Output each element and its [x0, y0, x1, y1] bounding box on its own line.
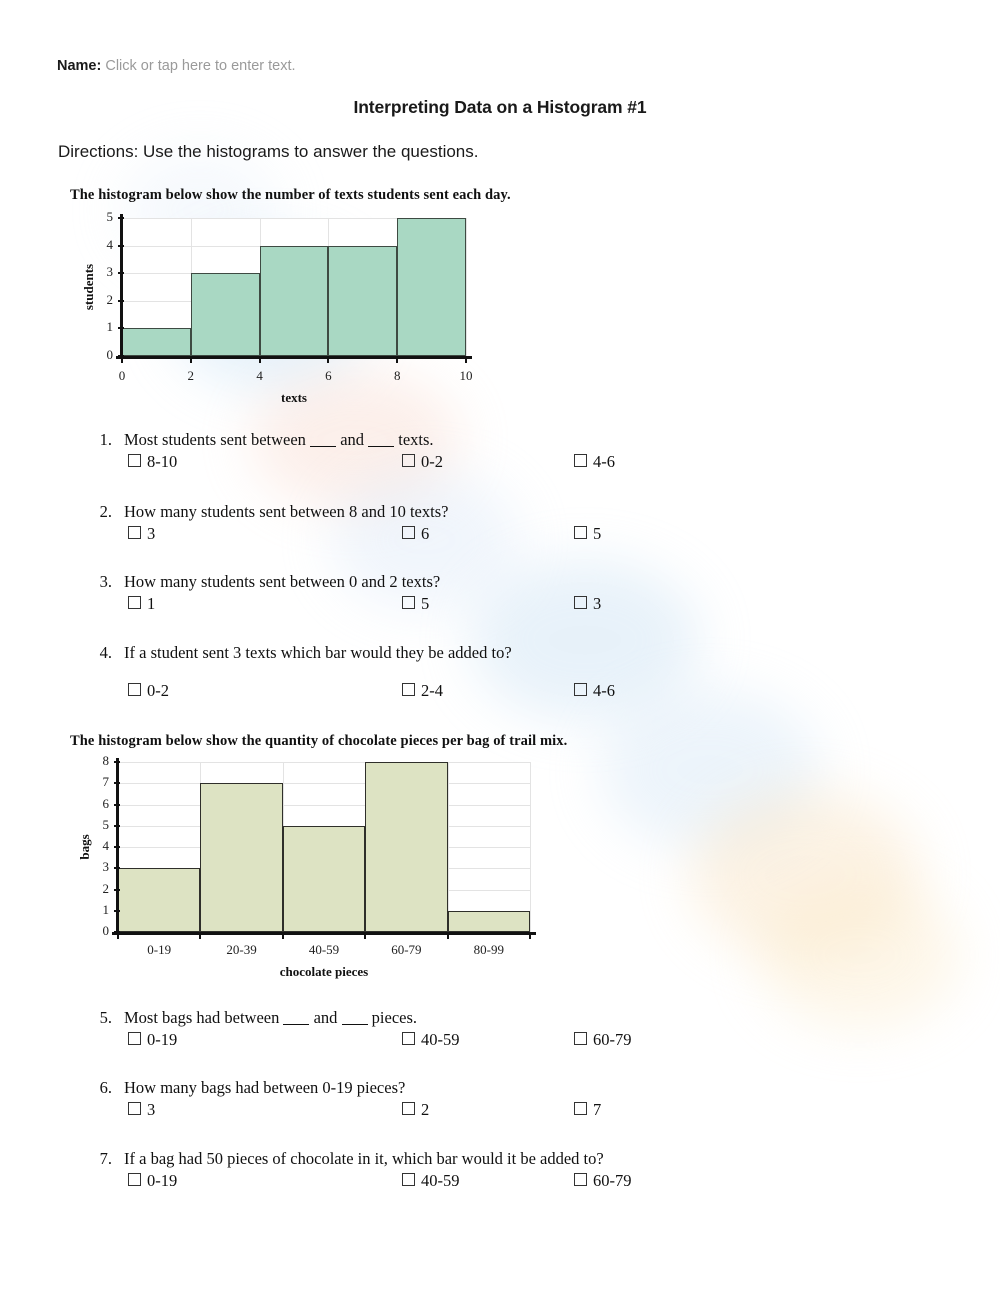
x-axis-tick-label: 0 — [118, 368, 126, 383]
x-axis-title: texts — [281, 390, 307, 405]
x-axis-tick — [465, 356, 467, 363]
checkbox-icon[interactable] — [402, 1173, 415, 1186]
y-axis-tick-label: 1 — [102, 901, 109, 917]
x-axis-tick — [190, 356, 192, 363]
x-axis-tick — [199, 932, 201, 939]
watermark-blob — [760, 880, 960, 1030]
option-checkbox-3[interactable] — [574, 1171, 632, 1191]
question-number: 1. — [99, 430, 112, 449]
x-axis-line — [116, 356, 472, 359]
x-axis-tick — [364, 932, 366, 939]
question-text-part: pieces. — [371, 1008, 418, 1027]
histogram-bar — [191, 273, 260, 356]
question-4-options — [124, 681, 724, 703]
option-checkbox-1[interactable] — [128, 594, 155, 614]
checkbox-icon[interactable] — [402, 596, 415, 609]
question-text-part: Most bags had between — [124, 1008, 280, 1027]
checkbox-icon[interactable] — [128, 1032, 141, 1045]
x-axis-tick — [327, 356, 329, 363]
gridline-horizontal — [118, 762, 530, 763]
question-number: 3. — [99, 572, 112, 591]
y-axis-tick — [118, 217, 124, 219]
question-text: How many bags had between 0-19 pieces? — [124, 1078, 406, 1097]
question-number: 6. — [99, 1078, 112, 1097]
option-label: 60-79 — [593, 1171, 632, 1190]
option-checkbox-3[interactable] — [574, 452, 615, 472]
checkbox-icon[interactable] — [128, 683, 141, 696]
option-checkbox-3[interactable] — [574, 1100, 601, 1120]
question-1-options — [124, 452, 724, 474]
option-label: 2-4 — [421, 681, 443, 700]
x-axis-tick — [259, 356, 261, 363]
y-axis-tick-label: 4 — [102, 838, 109, 853]
y-axis-tick — [114, 889, 120, 891]
checkbox-icon[interactable] — [402, 683, 415, 696]
checkbox-icon[interactable] — [402, 454, 415, 467]
option-checkbox-3[interactable] — [574, 594, 601, 614]
histogram-chart-1 — [70, 200, 590, 410]
histogram-bar — [448, 911, 530, 932]
option-label: 0-19 — [147, 1030, 178, 1049]
histogram-bar — [200, 783, 282, 932]
x-axis-tick-label: 10 — [459, 368, 473, 383]
option-label: 40-59 — [421, 1171, 460, 1190]
option-checkbox-2[interactable] — [402, 524, 429, 544]
option-label: 3 — [147, 524, 156, 543]
chart-1-caption: The histogram below show the number of texts students sent each day. — [70, 187, 511, 203]
gridline-vertical — [448, 762, 449, 932]
option-checkbox-2[interactable] — [402, 681, 443, 701]
question-text-part: Most students sent between — [124, 430, 306, 449]
name-field-line — [57, 58, 296, 74]
y-axis-tick-label: 2 — [106, 291, 113, 307]
y-axis-tick — [114, 825, 120, 827]
question-2-options — [124, 524, 724, 546]
option-label: 8-10 — [147, 452, 178, 471]
gridline-horizontal — [118, 805, 530, 806]
y-axis-tick — [118, 300, 124, 302]
y-axis-tick-label: 0 — [106, 347, 113, 362]
checkbox-icon[interactable] — [128, 596, 141, 609]
option-label: 2 — [421, 1100, 430, 1119]
x-axis-line — [112, 932, 536, 935]
y-axis-tick — [114, 846, 120, 848]
directions-text: Directions: Use the histograms to answer the questions. — [58, 142, 479, 161]
y-axis-tick — [118, 327, 124, 329]
checkbox-icon[interactable] — [574, 683, 587, 696]
y-axis-tick — [114, 910, 120, 912]
checkbox-icon[interactable] — [128, 1102, 141, 1115]
option-checkbox-2[interactable] — [402, 1171, 460, 1191]
checkbox-icon[interactable] — [574, 526, 587, 539]
option-label: 3 — [593, 594, 602, 613]
checkbox-icon[interactable] — [128, 1173, 141, 1186]
question-text — [124, 1008, 417, 1028]
x-axis-tick — [121, 356, 123, 363]
option-label: 0-2 — [421, 452, 443, 471]
question-text — [124, 430, 434, 450]
x-axis-tick — [282, 932, 284, 939]
x-axis-tick-label: 8 — [393, 368, 401, 383]
histogram-bar — [283, 826, 365, 932]
question-text: If a student sent 3 texts which bar would they be added to? — [124, 643, 512, 662]
x-axis-tick-label: 2 — [187, 368, 195, 383]
gridline-vertical — [466, 218, 467, 356]
option-label: 60-79 — [593, 1030, 632, 1049]
option-label: 0-19 — [147, 1171, 178, 1190]
checkbox-icon[interactable] — [574, 596, 587, 609]
question-text-part: and — [340, 430, 365, 449]
option-checkbox-2[interactable] — [402, 452, 443, 472]
answer-blank[interactable] — [310, 446, 336, 447]
question-7-options — [124, 1171, 724, 1193]
checkbox-icon[interactable] — [574, 1102, 587, 1115]
option-label: 0-2 — [147, 681, 169, 700]
x-axis-tick-label: 20-39 — [226, 942, 257, 957]
y-axis-tick-label: 3 — [102, 859, 109, 875]
name-input-placeholder[interactable]: Click or tap here to enter text. — [105, 58, 296, 74]
y-axis-tick-label: 3 — [106, 264, 113, 280]
question-number: 2. — [99, 502, 112, 521]
question-number: 4. — [99, 643, 112, 662]
checkbox-icon[interactable] — [402, 1102, 415, 1115]
y-axis-tick-label: 1 — [106, 319, 113, 335]
y-axis-tick — [114, 782, 120, 784]
question-text-part: texts. — [398, 430, 434, 449]
checkbox-icon[interactable] — [574, 1173, 587, 1186]
answer-blank[interactable] — [368, 446, 394, 447]
y-axis-tick — [114, 761, 120, 763]
y-axis-tick — [114, 804, 120, 806]
checkbox-icon[interactable] — [402, 1032, 415, 1045]
option-checkbox-2[interactable] — [402, 1030, 460, 1050]
option-label: 4-6 — [593, 681, 615, 700]
option-label: 5 — [593, 524, 602, 543]
question-text: How many students sent between 8 and 10 texts? — [124, 502, 449, 521]
histogram-bar — [365, 762, 447, 932]
question-3-options — [124, 594, 724, 616]
x-axis-tick — [117, 932, 119, 939]
question-text-part: and — [313, 1008, 338, 1027]
x-axis-tick-label: 0-19 — [147, 942, 172, 957]
option-checkbox-1[interactable] — [128, 452, 177, 472]
y-axis-title: students — [81, 263, 96, 311]
x-axis-tick-label: 6 — [325, 368, 332, 383]
gridline-horizontal — [118, 783, 530, 784]
histogram-bar — [122, 328, 191, 356]
gridline-vertical — [530, 762, 531, 932]
x-axis-tick — [447, 932, 449, 939]
y-axis-tick — [118, 245, 124, 247]
y-axis-tick-label: 5 — [102, 816, 109, 832]
question-5-options — [124, 1030, 724, 1052]
histogram-bar — [260, 246, 329, 356]
histogram-bar — [118, 868, 200, 932]
option-label: 1 — [147, 594, 156, 613]
x-axis-tick-label: 40-59 — [308, 942, 340, 957]
y-axis-title: bags — [77, 834, 92, 860]
x-axis-tick-label: 4 — [256, 368, 263, 383]
question-text: If a bag had 50 pieces of chocolate in it, which bar would it be added to? — [124, 1149, 604, 1168]
option-checkbox-2[interactable] — [402, 1100, 429, 1120]
option-checkbox-1[interactable] — [128, 1100, 155, 1120]
option-label: 40-59 — [421, 1030, 460, 1049]
option-label: 7 — [593, 1100, 602, 1119]
histogram-bar — [328, 246, 397, 356]
checkbox-icon[interactable] — [402, 526, 415, 539]
checkbox-icon[interactable] — [128, 526, 141, 539]
question-text: How many students sent between 0 and 2 texts? — [124, 572, 441, 591]
x-axis-tick-label: 60-79 — [391, 942, 422, 957]
y-axis-tick-label: 7 — [102, 774, 109, 790]
chart-2-caption: The histogram below show the quantity of chocolate pieces per bag of trail mix. — [70, 733, 568, 749]
y-axis-tick-label: 8 — [102, 753, 109, 768]
question-6-options — [124, 1100, 724, 1122]
y-axis-tick-label: 2 — [102, 880, 109, 896]
histogram-chart-2 — [70, 748, 690, 998]
option-checkbox-1[interactable] — [128, 1030, 177, 1050]
option-label: 3 — [147, 1100, 156, 1119]
x-axis-tick-label: 80-99 — [473, 942, 504, 957]
checkbox-icon[interactable] — [574, 454, 587, 467]
answer-blank[interactable] — [342, 1024, 368, 1025]
histogram-bar — [397, 218, 466, 356]
page-title-text: Interpreting Data on a Histogram #1 — [353, 97, 647, 117]
x-axis-tick — [529, 932, 531, 939]
option-checkbox-3[interactable] — [574, 524, 601, 544]
option-checkbox-2[interactable] — [402, 594, 429, 614]
option-checkbox-3[interactable] — [574, 1030, 632, 1050]
checkbox-icon[interactable] — [128, 454, 141, 467]
option-checkbox-1[interactable] — [128, 1171, 177, 1191]
answer-blank[interactable] — [283, 1024, 309, 1025]
y-axis-tick-label: 6 — [102, 795, 109, 811]
y-axis-line — [120, 214, 123, 358]
y-axis-tick-label: 4 — [106, 236, 113, 252]
option-label: 5 — [421, 594, 430, 613]
option-checkbox-1[interactable] — [128, 681, 169, 701]
watermark-blob — [690, 790, 920, 960]
question-number: 7. — [99, 1149, 112, 1168]
option-checkbox-3[interactable] — [574, 681, 615, 701]
x-axis-title: chocolate pieces — [279, 964, 369, 979]
x-axis-tick — [396, 356, 398, 363]
name-label: Name: — [57, 58, 102, 74]
page-title — [0, 97, 1000, 118]
y-axis-tick-label: 5 — [106, 209, 113, 224]
y-axis-tick — [114, 867, 120, 869]
option-checkbox-1[interactable] — [128, 524, 155, 544]
option-label: 6 — [421, 524, 430, 543]
y-axis-tick-label: 0 — [102, 923, 109, 938]
option-label: 4-6 — [593, 452, 615, 471]
question-number: 5. — [99, 1008, 112, 1027]
checkbox-icon[interactable] — [574, 1032, 587, 1045]
y-axis-tick — [118, 272, 124, 274]
